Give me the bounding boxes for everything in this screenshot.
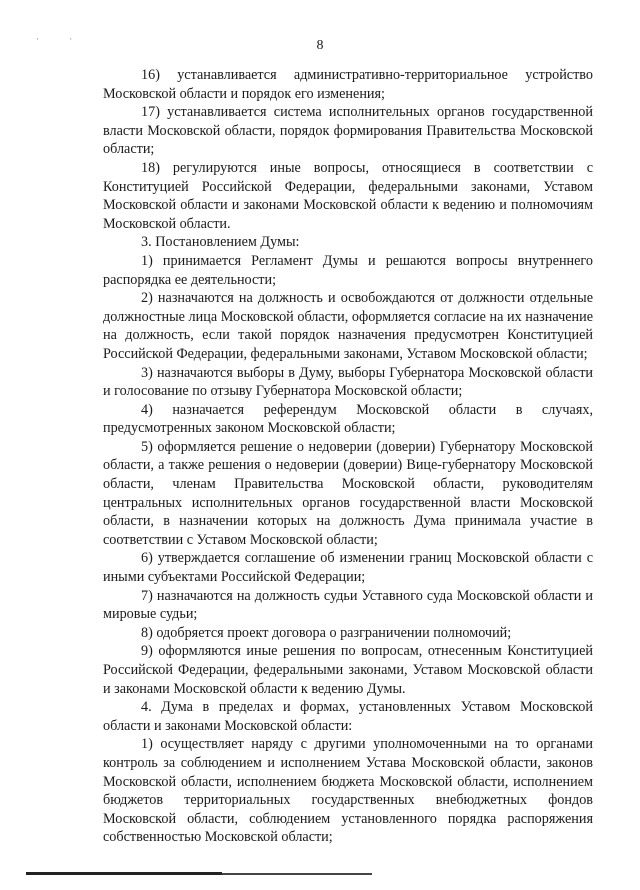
paragraph-3-item-8: 8) одобряется проект договора о разграничении полномочий;: [141, 624, 512, 641]
paragraph-item-18: 18) регулируются иные вопросы, относящиеся в соответствии с Конституцией Российской Федерации, федеральными законами, Уставом Московской области и законами Московской области к ведению и полномочиям Московской области.: [103, 159, 593, 232]
scan-artifact-marks: · ·: [36, 34, 87, 44]
footer-rule-continuation: [222, 873, 372, 875]
footer-rule: [26, 872, 222, 875]
section-3-heading: 3. Постановлением Думы:: [141, 234, 300, 251]
paragraph-3-item-3: 3) назначаются выборы в Думу, выборы Губернатора Московской области и голосование по отзыву Губернатора Московской области;: [103, 364, 593, 400]
paragraph-item-16: 16) устанавливается административно-территориальное устройство Московской области и порядок его изменения;: [103, 67, 593, 102]
paragraph-item-17: 17) устанавливается система исполнительных органов государственной власти Московской области, порядок формирования Правительства Московской области;: [103, 104, 593, 158]
document-body: [103, 66, 593, 847]
paragraph-3-item-7: 7) назначаются на должность судьи Уставного суда Московской области и мировые судьи;: [103, 587, 593, 623]
paragraph-3-item-2: 2) назначаются на должность и освобождаются от должности отдельные должностные лица Московской области, оформляется согласие на их назначение на должность, если такой порядок назначения предусмотрен Конституцией Российской Федерации, федеральными законами, Уставом Московской области;: [103, 290, 593, 362]
paragraph-3-item-6: 6) утверждается соглашение об изменении границ Московской области с иными субъектами Российской Федерации;: [103, 550, 593, 586]
section-4-heading: 4. Дума в пределах и формах, установленных Уставом Московской области и законами Московской области:: [103, 699, 593, 734]
paragraph-3-item-4: 4) назначается референдум Московской области в случаях, предусмотренных законом Московской области;: [103, 401, 593, 437]
page-number: 8: [316, 38, 324, 53]
paragraph-3-item-1: 1) принимается Регламент Думы и решаются вопросы внутреннего распорядка ее деятельности;: [103, 252, 593, 288]
paragraph-3-item-5: 5) оформляется решение о недоверии (доверии) Губернатору Московской области, а также решения о недоверии (доверии) Вице-губернатору Московской области, членам Правительства Московской области, руководителям центральных исполнительных органов государственной власти Московской области, в назначении которых на должность Дума принимала участие в соответствии с Уставом Московской области;: [103, 438, 593, 548]
paragraph-4-item-1: 1) осуществляет наряду с другими уполномоченными на то органами контроль за соблюдением и исполнением Устава Московской области, законов Московской области, исполнением бюджета Московской области, исполнением бюджетов территориальных государственных внебюджетных фондов Московской области, соблюдением установленного порядка распоряжения собственностью Московской области;: [103, 736, 593, 846]
paragraph-3-item-9: 9) оформляются иные решения по вопросам, отнесенным Конституцией Российской Федерации, федеральными законами, Уставом Московской области и законами Московской области к ведению Думы.: [103, 643, 593, 697]
